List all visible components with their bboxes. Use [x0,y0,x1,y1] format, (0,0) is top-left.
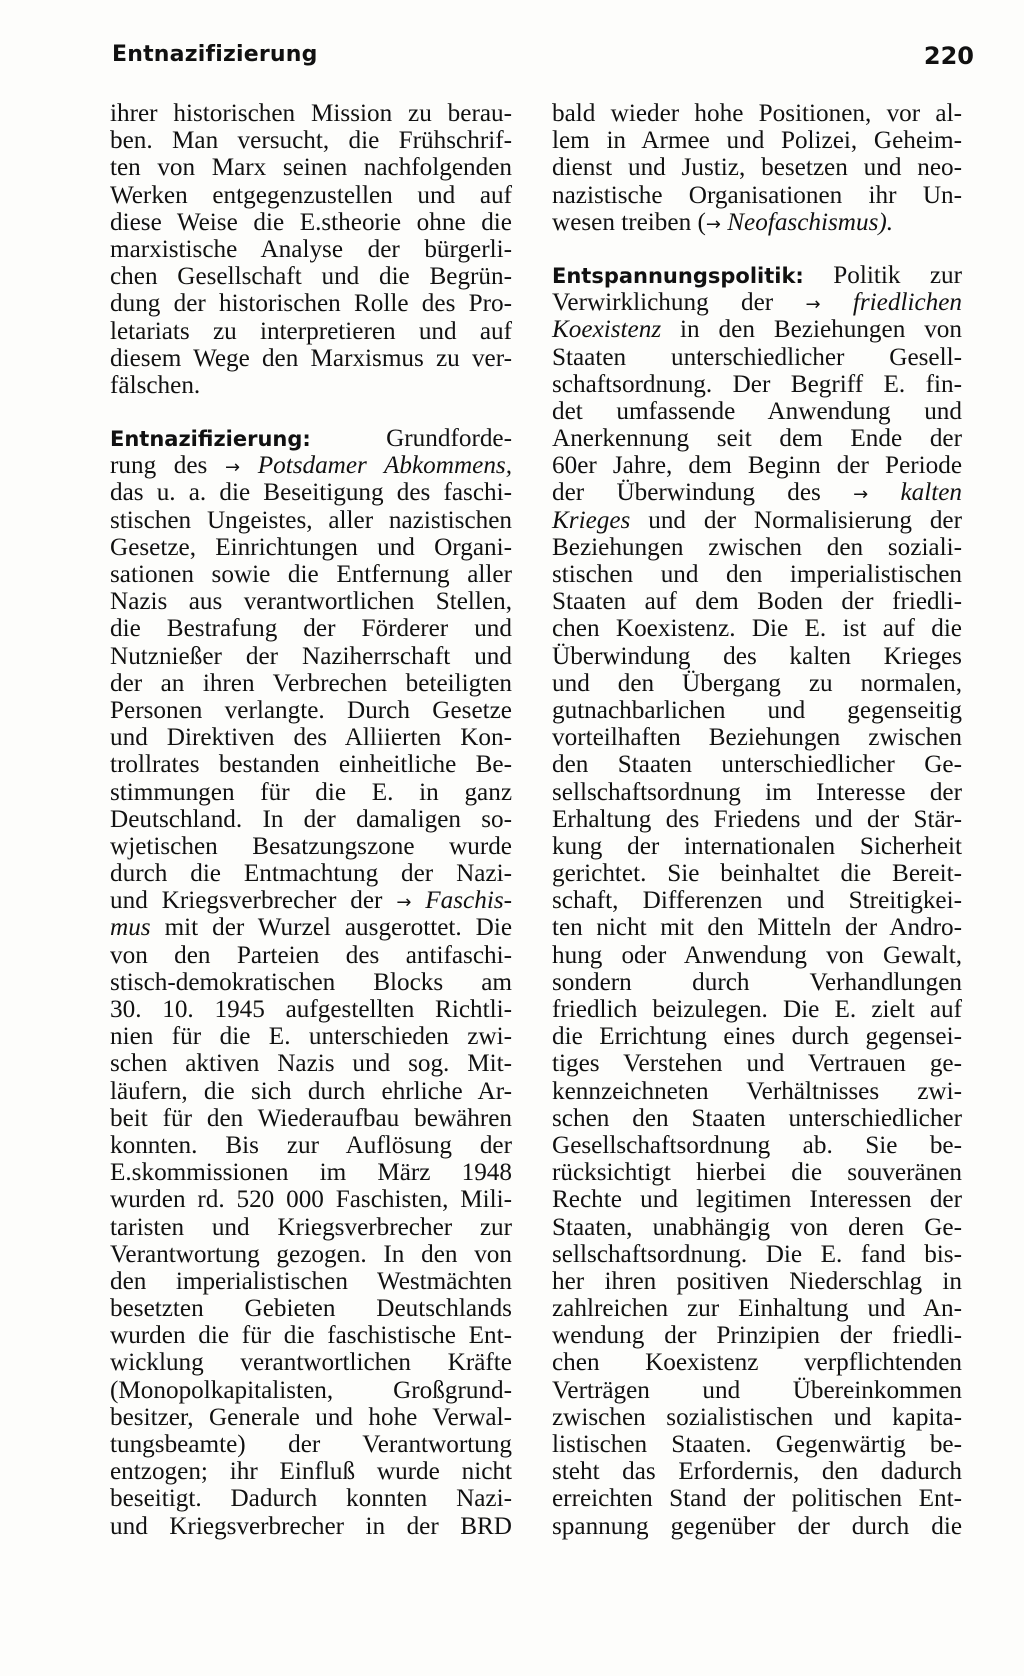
text-line: wjetischen Besatzungszone wurde [110,832,512,860]
text-line: Überwindung des kalten Krieges [552,642,962,670]
text-line: spannung gegenüber der durch die [552,1512,962,1540]
text-line: her ihren positiven Niederschlag in [552,1267,962,1295]
text-line: den imperialistischen Westmächten [110,1267,512,1295]
arrow-icon: → [225,457,241,479]
text-line: besitzer, Generale und hohe Verwal- [110,1403,512,1431]
left-column [110,100,512,1540]
text-line: wendung der Prinzipien der friedli- [552,1322,962,1350]
text-line: (Monopolkapitalisten, Großgrund- [110,1376,512,1404]
entry-first-line: Entnazifizierung: Grundforde- [110,425,512,453]
text-line: chen Koexistenz. Die E. ist auf die [552,615,962,643]
entry-keyword: Entspannungspolitik: [552,263,804,288]
text-line: den Staaten unterschiedlicher Ge- [552,751,962,779]
entry-entspannungspolitik [552,262,962,1540]
text-line: kennzeichneten Verhältnisses zwi- [552,1077,962,1105]
entry-continuation [110,100,512,399]
text-line: schaft, Differenzen und Streitigkei- [552,887,962,915]
text-line: sondern durch Verhandlungen [552,968,962,996]
entry-line: der Überwindung des → kalten [552,479,963,507]
text-line: zwischen sozialistischen und kapita- [552,1403,962,1431]
text-line: wurden rd. 520 000 Faschisten, Mili- [110,1186,512,1214]
text-line: kung der internationalen Sicherheit [552,832,962,860]
cross-reference-link[interactable]: Koexistenz [552,316,662,344]
text-line: nazistische Organisationen ihr Un- [552,181,962,209]
cross-reference-link[interactable]: Potsdamer Abkommens, [257,452,513,480]
text-line: dung der historischen Rolle des Pro- [110,290,512,318]
text-line: beit für den Wiederaufbau bewähren [110,1104,512,1132]
running-head: Entnazifizierung [112,42,318,67]
text-line: Rechte und legitimen Interessen der [552,1186,962,1214]
text-line: dienst und Justiz, besetzen und neo- [552,154,962,182]
text-line: bald wieder hohe Positionen, vor al- [552,100,962,127]
text-line: die Errichtung eines durch gegensei- [552,1023,962,1051]
text-line: diesem Wege den Marxismus zu ver- [110,344,512,372]
text-line: läufern, die sich durch ehrliche Ar- [110,1077,512,1105]
text-line: rücksichtigt hierbei die souveränen [552,1159,962,1187]
text-line: beseitigt. Dadurch konnten Nazi- [110,1485,512,1513]
text-line: lem in Armee und Polizei, Geheim- [552,127,962,155]
entry-line: Krieges und der Normalisierung der [552,506,962,534]
text-line: Deutschland. In der damaligen so- [110,805,512,833]
text-line: chen Koexistenz verpflichtenden [552,1349,962,1377]
text-line: ihrer historischen Mission zu berau- [110,100,512,127]
text-line: Nutznießer der Naziherrschaft und [110,642,512,670]
text-line: tiges Verstehen und Vertrauen ge- [552,1050,962,1078]
text-line: fälschen. [110,371,201,399]
text-line: entzogen; ihr Einfluß wurde nicht [110,1458,512,1486]
text-line: Staaten, unabhängig von deren Ge- [552,1213,962,1241]
entry-entnazifizierung [110,425,512,1540]
text-line: stimmungen für die E. in ganz [110,778,512,806]
text-line: sationen sowie die Entfernung aller [110,561,512,588]
text-line: Personen verlangte. Durch Gesetze [110,696,512,724]
text-line: friedlich beizulegen. Die E. zielt auf [552,996,962,1023]
text-line: E.skommissionen im März 1948 [110,1159,512,1187]
text-line: Anerkennung seit dem Ende der [552,425,962,453]
text-line: diese Weise die E.stheorie ohne die [110,208,512,236]
text-line: ten nicht mit den Mitteln der Andro- [552,914,962,942]
text-line: tungsbeamte) der Verantwortung [110,1431,512,1458]
entry-keyword: Entnazifizierung: [110,427,311,452]
text-line: sellschaftsordnung. Die E. fand bis- [552,1240,962,1268]
text-line: gutnachbarlichen und gegenseitig [552,696,962,724]
arrow-icon: → [396,892,412,914]
arrow-icon: → [705,213,721,235]
entry-line: rung des → Potsdamer Abkommens, [110,452,513,480]
entry-line: und Kriegsverbrecher der → Faschis- [110,887,513,915]
text-line: wicklung verantwortlichen Kräfte [110,1349,512,1377]
text-line: stisch-demokratischen Blocks am [110,968,512,996]
entry-line: wesen treiben (→ Neofaschismus). [552,208,894,236]
entry-first-line: Entspannungspolitik: Politik zur [552,261,962,289]
text-line: sellschaftsordnung im Interesse der [552,778,962,806]
arrow-icon: → [853,484,869,506]
text-line: besetzten Gebieten Deutschlands [110,1295,512,1323]
text-line: Verantwortung gezogen. In den von [110,1240,512,1268]
text-line: det umfassende Anwendung und [552,397,962,425]
text-line: Gesellschaftsordnung ab. Sie be- [552,1131,962,1159]
text-line: vorteilhaften Beziehungen zwischen [552,724,962,752]
text-line: schaftsordnung. Der Begriff E. fin- [552,370,962,398]
text-line: gerichtet. Sie beinhaltet die Bereit- [552,860,962,888]
text-line: und den Übergang zu normalen, [552,669,962,697]
text-line: Werken entgegenzustellen und auf [110,181,512,209]
entry-continuation [552,100,962,209]
text-line: der an ihren Verbrechen beteiligten [110,669,512,697]
text-line: von den Parteien des antifaschi- [110,941,512,969]
cross-reference-link[interactable]: kalten [900,479,963,507]
text-line: Erhaltung des Friedens und der Stär- [552,805,962,833]
text-line: und Kriegsverbrecher in der BRD [110,1512,512,1540]
text-line: Staaten auf dem Boden der friedli- [552,588,962,616]
text-line: die Bestrafung der Förderer und [110,615,512,643]
entry-line: Verwirklichung der → friedlichen [552,289,962,317]
text-line: Nazis aus verantwortlichen Stellen, [110,588,512,616]
entry-line: mus mit der Wurzel ausgerottet. Die [110,914,512,942]
entry-line: Koexistenz in den Beziehungen von [552,316,962,344]
text-line: zahlreichen zur Einhaltung und An- [552,1295,962,1323]
text-line: letariats zu interpretieren und auf [110,317,512,345]
text-line: chen Gesellschaft und die Begrün- [110,263,512,291]
text-line: das u. a. die Beseitigung des faschi- [110,479,512,507]
text-line: 60er Jahre, dem Beginn der Periode [552,452,962,480]
text-line: wurden die für die faschistische Ent- [110,1322,512,1350]
text-line: listischen Staaten. Gegenwärtig be- [552,1431,962,1458]
text-line: und Direktiven des Alliierten Kon- [110,724,512,752]
page-number: 220 [923,42,974,70]
text-line: 30. 10. 1945 aufgestellten Richtli- [110,996,512,1023]
text-line: Staaten unterschiedlicher Gesell- [552,343,962,371]
text-line: schen den Staaten unterschiedlicher [552,1104,962,1132]
text-line: nien für die E. unterschieden zwi- [110,1023,512,1051]
text-line: stischen und den imperialistischen [552,561,962,588]
text-line: hung oder Anwendung von Gewalt, [552,941,962,969]
text-line: trollrates bestanden einheitliche Be- [110,751,512,779]
text-line: konnten. Bis zur Auflösung der [110,1131,512,1159]
arrow-icon: → [805,294,821,316]
text-line: steht das Erfordernis, den dadurch [552,1458,962,1486]
text-line: ben. Man versucht, die Frühschrif- [110,127,512,155]
text-line: schen aktiven Nazis und sog. Mit- [110,1050,512,1078]
cross-reference-link[interactable]: friedlichen [852,289,962,317]
text-line: Beziehungen zwischen den soziali- [552,533,962,561]
right-column [552,100,962,1540]
cross-reference-link[interactable]: Faschis- [425,887,513,915]
text-line: Verträgen und Übereinkommen [552,1376,962,1404]
text-line: stischen Ungeistes, aller nazistischen [110,506,512,534]
text-line: marxistische Analyse der bürgerli- [110,235,512,263]
cross-reference-link[interactable]: mus [110,914,151,942]
text-line: Gesetze, Einrichtungen und Organi- [110,533,512,561]
cross-reference-link[interactable]: Neofaschismus). [727,208,894,236]
cross-reference-link[interactable]: Krieges [552,506,631,534]
text-line: durch die Entmachtung der Nazi- [110,860,512,888]
text-line: taristen und Kriegsverbrecher zur [110,1213,512,1241]
text-line: ten von Marx seinen nachfolgenden [110,154,512,182]
text-line: erreichten Stand der politischen Ent- [552,1485,962,1513]
